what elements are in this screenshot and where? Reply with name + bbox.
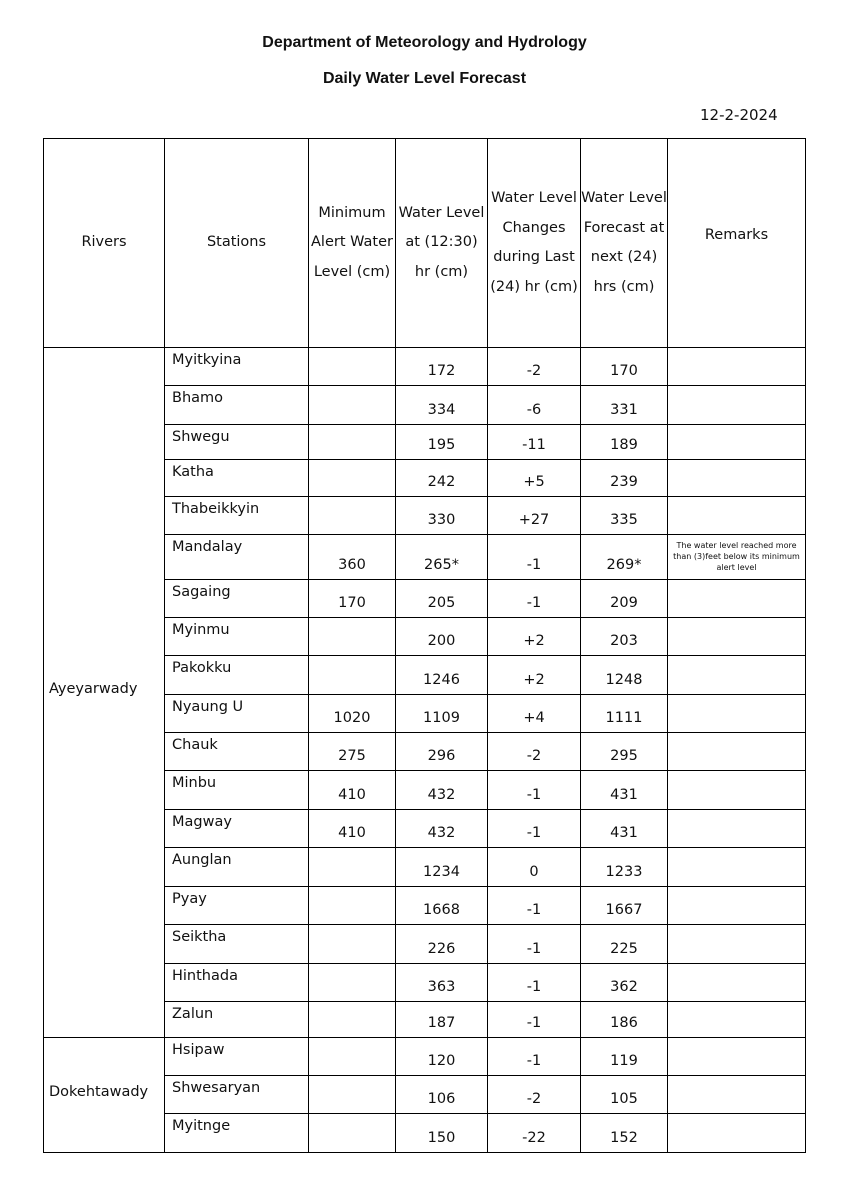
level-change: -1 xyxy=(488,579,581,617)
level-forecast: 331 xyxy=(581,386,668,424)
level-change: -11 xyxy=(488,424,581,459)
water-level: 150 xyxy=(396,1114,488,1152)
station-name: Aunglan xyxy=(165,847,309,886)
alert-level xyxy=(309,656,396,694)
remark-text xyxy=(668,424,806,459)
table-row xyxy=(44,1037,806,1075)
water-level: 242 xyxy=(396,459,488,496)
water-level: 1668 xyxy=(396,886,488,924)
level-forecast: 295 xyxy=(581,733,668,771)
alert-level xyxy=(309,496,396,534)
remark-text xyxy=(668,809,806,847)
remark-text xyxy=(668,694,806,732)
remark-text xyxy=(668,1001,806,1037)
level-change: -2 xyxy=(488,733,581,771)
level-change: -1 xyxy=(488,1037,581,1075)
remark-text xyxy=(668,925,806,963)
alert-level xyxy=(309,459,396,496)
alert-level xyxy=(309,618,396,656)
water-level: 172 xyxy=(396,348,488,386)
level-change: -1 xyxy=(488,534,581,579)
water-level: 432 xyxy=(396,809,488,847)
station-name: Magway xyxy=(165,809,309,847)
level-forecast: 1111 xyxy=(581,694,668,732)
water-level: 106 xyxy=(396,1076,488,1114)
level-change: +2 xyxy=(488,618,581,656)
alert-level xyxy=(309,424,396,459)
river-name: Dokehtawady xyxy=(44,1037,165,1152)
alert-level: 360 xyxy=(309,534,396,579)
report-date: 12-2-2024 xyxy=(700,106,778,124)
level-forecast: 203 xyxy=(581,618,668,656)
water-level: 226 xyxy=(396,925,488,963)
water-level: 1246 xyxy=(396,656,488,694)
level-change: +2 xyxy=(488,656,581,694)
station-name: Thabeikkyin xyxy=(165,496,309,534)
level-forecast: 186 xyxy=(581,1001,668,1037)
level-forecast: 335 xyxy=(581,496,668,534)
level-change: -2 xyxy=(488,348,581,386)
station-name: Shwegu xyxy=(165,424,309,459)
level-forecast: 225 xyxy=(581,925,668,963)
station-name: Myitnge xyxy=(165,1114,309,1152)
level-forecast: 362 xyxy=(581,963,668,1001)
col-header-alert: Minimum Alert Water Level (cm) xyxy=(309,139,396,348)
col-header-stations: Stations xyxy=(165,139,309,348)
alert-level xyxy=(309,348,396,386)
level-forecast: 1233 xyxy=(581,847,668,886)
station-name: Hinthada xyxy=(165,963,309,1001)
water-level: 265* xyxy=(396,534,488,579)
col-header-change: Water Level Changes during Last (24) hr (cm) xyxy=(488,139,581,348)
level-forecast: 119 xyxy=(581,1037,668,1075)
station-name: Hsipaw xyxy=(165,1037,309,1075)
water-level: 187 xyxy=(396,1001,488,1037)
remark-text xyxy=(668,1037,806,1075)
col-header-level: Water Level at (12:30) hr (cm) xyxy=(396,139,488,348)
station-name: Bhamo xyxy=(165,386,309,424)
water-level-table xyxy=(43,138,806,1153)
level-change: -1 xyxy=(488,1001,581,1037)
level-change: -1 xyxy=(488,809,581,847)
remark-text xyxy=(668,847,806,886)
alert-level xyxy=(309,847,396,886)
water-level: 200 xyxy=(396,618,488,656)
station-name: Seiktha xyxy=(165,925,309,963)
remark-text xyxy=(668,1114,806,1152)
remark-text: The water level reached more than (3)feet below its minimum alert level xyxy=(668,534,806,579)
station-name: Sagaing xyxy=(165,579,309,617)
alert-level xyxy=(309,1114,396,1152)
alert-level xyxy=(309,925,396,963)
remark-text xyxy=(668,771,806,809)
station-name: Minbu xyxy=(165,771,309,809)
alert-level xyxy=(309,386,396,424)
level-forecast: 189 xyxy=(581,424,668,459)
station-name: Pakokku xyxy=(165,656,309,694)
level-forecast: 152 xyxy=(581,1114,668,1152)
water-level: 363 xyxy=(396,963,488,1001)
water-level: 334 xyxy=(396,386,488,424)
remark-text xyxy=(668,579,806,617)
table-row xyxy=(44,348,806,386)
station-name: Zalun xyxy=(165,1001,309,1037)
alert-level: 410 xyxy=(309,771,396,809)
station-name: Myitkyina xyxy=(165,348,309,386)
level-forecast: 170 xyxy=(581,348,668,386)
level-forecast: 105 xyxy=(581,1076,668,1114)
report-title: Daily Water Level Forecast xyxy=(322,70,527,87)
remark-text xyxy=(668,656,806,694)
water-level: 296 xyxy=(396,733,488,771)
level-forecast: 209 xyxy=(581,579,668,617)
level-change: -6 xyxy=(488,386,581,424)
level-forecast: 269* xyxy=(581,534,668,579)
level-change: +27 xyxy=(488,496,581,534)
col-header-rivers: Rivers xyxy=(44,139,165,348)
water-level: 205 xyxy=(396,579,488,617)
department-title: Department of Meteorology and Hydrology xyxy=(262,34,587,51)
river-name: Ayeyarwady xyxy=(44,348,165,1038)
water-level: 432 xyxy=(396,771,488,809)
remark-text xyxy=(668,963,806,1001)
alert-level: 410 xyxy=(309,809,396,847)
station-name: Shwesaryan xyxy=(165,1076,309,1114)
level-change: -1 xyxy=(488,963,581,1001)
station-name: Chauk xyxy=(165,733,309,771)
alert-level: 275 xyxy=(309,733,396,771)
level-change: -1 xyxy=(488,886,581,924)
remark-text xyxy=(668,386,806,424)
col-header-forecast: Water Level Forecast at next (24) hrs (cm) xyxy=(581,139,668,348)
level-change: -2 xyxy=(488,1076,581,1114)
remark-text xyxy=(668,733,806,771)
remark-text xyxy=(668,1076,806,1114)
level-change: +4 xyxy=(488,694,581,732)
remark-text xyxy=(668,459,806,496)
alert-level xyxy=(309,963,396,1001)
remark-text xyxy=(668,618,806,656)
station-name: Katha xyxy=(165,459,309,496)
alert-level xyxy=(309,1037,396,1075)
alert-level: 1020 xyxy=(309,694,396,732)
alert-level xyxy=(309,1001,396,1037)
remark-text xyxy=(668,496,806,534)
water-level: 1109 xyxy=(396,694,488,732)
level-forecast: 431 xyxy=(581,771,668,809)
water-level: 120 xyxy=(396,1037,488,1075)
station-name: Myinmu xyxy=(165,618,309,656)
col-header-remarks: Remarks xyxy=(668,139,806,348)
level-change: +5 xyxy=(488,459,581,496)
alert-level: 170 xyxy=(309,579,396,617)
alert-level xyxy=(309,1076,396,1114)
water-level: 330 xyxy=(396,496,488,534)
station-name: Nyaung U xyxy=(165,694,309,732)
level-change: -22 xyxy=(488,1114,581,1152)
station-name: Mandalay xyxy=(165,534,309,579)
station-name: Pyay xyxy=(165,886,309,924)
alert-level xyxy=(309,886,396,924)
remark-text xyxy=(668,348,806,386)
water-level: 1234 xyxy=(396,847,488,886)
remark-text xyxy=(668,886,806,924)
level-forecast: 1667 xyxy=(581,886,668,924)
water-level: 195 xyxy=(396,424,488,459)
level-change: -1 xyxy=(488,771,581,809)
level-forecast: 239 xyxy=(581,459,668,496)
level-change: 0 xyxy=(488,847,581,886)
level-change: -1 xyxy=(488,925,581,963)
level-forecast: 431 xyxy=(581,809,668,847)
level-forecast: 1248 xyxy=(581,656,668,694)
header-row xyxy=(44,139,806,348)
